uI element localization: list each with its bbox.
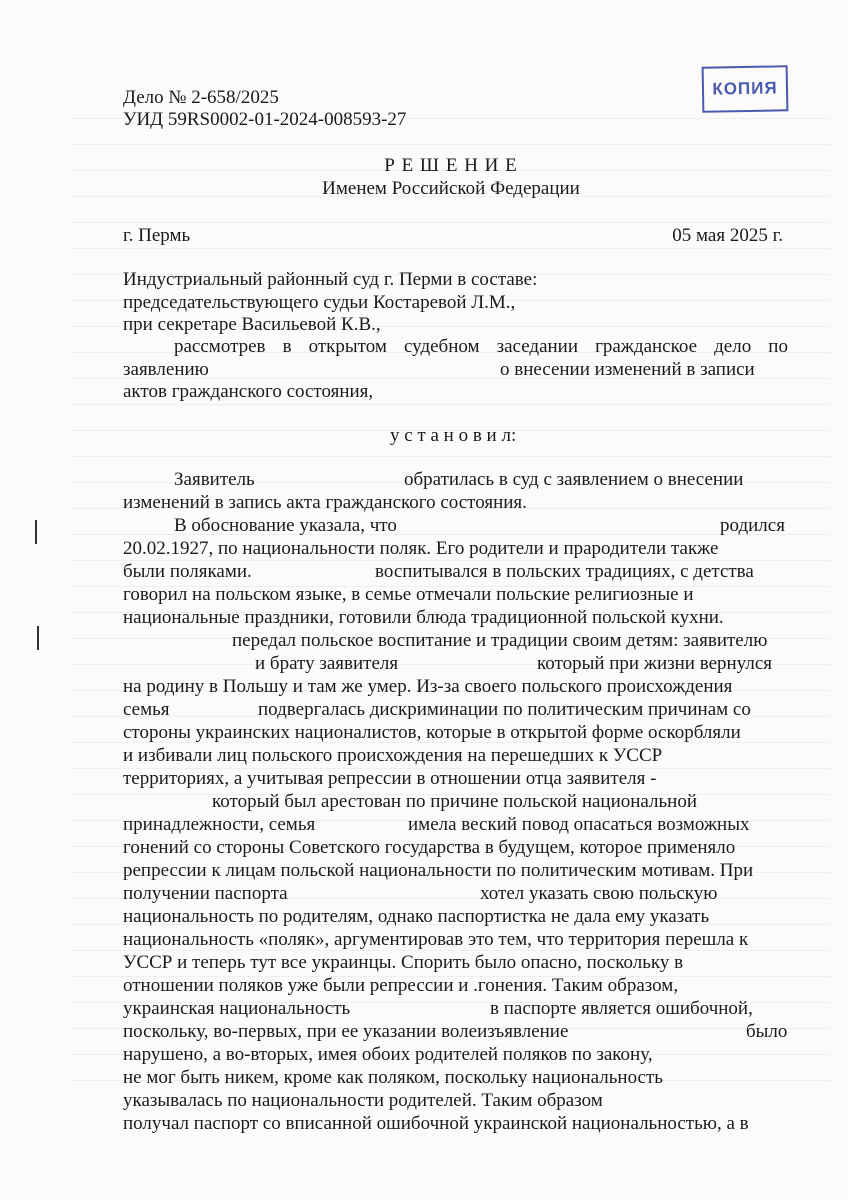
- body-line: репрессии к лицам польской национальности по политическим мотивам. При: [123, 860, 754, 881]
- body-line: Заявитель: [174, 469, 255, 490]
- decision-subheading: Именем Российской Федерации: [322, 178, 580, 199]
- presiding-judge: председательствующего судьи Костаревой Л.М.,: [123, 292, 516, 313]
- body-line: указывалась по национальности родителей. Таким образом: [123, 1090, 603, 1111]
- body-line: который при жизни вернулся: [537, 653, 773, 674]
- word: рассмотрев: [174, 336, 266, 357]
- body-line: нарушено, а во-вторых, имея обоих родителей поляков по закону,: [123, 1044, 653, 1065]
- body-line: В обоснование указала, что: [174, 515, 397, 536]
- considering-line: [174, 335, 788, 358]
- word: дело: [714, 336, 752, 357]
- body-line: национальность «поляк», аргументировав это тем, что территория перешла к: [123, 929, 749, 950]
- word: по: [768, 336, 788, 357]
- body-line: хотел указать свою польскую: [480, 883, 718, 904]
- word: судебном: [403, 336, 480, 357]
- considering-left: заявлению: [123, 359, 209, 380]
- case-uid: УИД 59RS0002-01-2024-008593-27: [123, 109, 407, 130]
- body-line: УССР и теперь тут все украинцы. Спорить было опасно, поскольку в: [123, 952, 684, 973]
- copy-stamp: КОПИЯ: [702, 65, 789, 112]
- body-line: в паспорте является ошибочной,: [490, 998, 753, 1019]
- considering-end: актов гражданского состояния,: [123, 381, 374, 402]
- considering-right: о внесении изменений в записи: [500, 359, 755, 380]
- court-composition: Индустриальный районный суд г. Перми в составе:: [123, 269, 538, 290]
- body-line: воспитывался в польских традициях, с детства: [375, 561, 754, 582]
- body-line: который был арестован по причине польской национальной: [212, 791, 698, 812]
- body-line: украинская национальность: [123, 998, 351, 1019]
- body-line: изменений в запись акта гражданского состояния.: [123, 492, 527, 513]
- body-line: территориях, а учитывая репрессии в отношении отца заявителя -: [123, 768, 657, 789]
- body-line: и брату заявителя: [255, 653, 399, 674]
- body-line: получал паспорт со вписанной ошибочной украинской национальностью, а в: [123, 1113, 749, 1134]
- word: открытом: [308, 336, 387, 357]
- body-line: семья: [123, 699, 170, 720]
- body-line: гонений со стороны Советского государства в будущем, которое применяло: [123, 837, 736, 858]
- body-line: 20.02.1927, по национальности поляк. Его родители и прародители также: [123, 538, 719, 559]
- body-line: принадлежности, семья: [123, 814, 316, 835]
- body-line: стороны украинских националистов, которые в открытой форме оскорбляли: [123, 722, 741, 743]
- body-line: передал польское воспитание и традиции своим детям: заявителю: [232, 630, 768, 651]
- body-line: получении паспорта: [123, 883, 288, 904]
- body-line: говорил на польском языке, в семье отмечали польские религиозные и: [123, 584, 694, 605]
- decision-date: 05 мая 2025 г.: [672, 225, 783, 246]
- body-line: национальность по родителям, однако паспортистка не дала ему указать: [123, 906, 710, 927]
- word: в: [282, 336, 292, 357]
- established-heading: у с т а н о в и л:: [390, 425, 517, 446]
- word: заседании: [496, 336, 578, 357]
- body-line: обратилась в суд с заявлением о внесении: [404, 469, 744, 490]
- body-line: было: [746, 1021, 788, 1042]
- body-line: национальные праздники, готовили блюда традиционной польской кухни.: [123, 607, 724, 628]
- body-line: отношении поляков уже были репрессии и .гонения. Таким образом,: [123, 975, 679, 996]
- body-line: подвергалась дискриминации по политическим причинам со: [258, 699, 751, 720]
- body-line: поскольку, во-первых, при ее указании волеизъявление: [123, 1021, 569, 1042]
- margin-mark: [35, 520, 37, 544]
- court-secretary: при секретаре Васильевой К.В.,: [123, 314, 381, 335]
- body-line: имела веский повод опасаться возможных: [408, 814, 750, 835]
- case-number: Дело № 2-658/2025: [123, 87, 279, 108]
- city: г. Пермь: [123, 225, 191, 246]
- decision-heading: Р Е Ш Е Н И Е: [384, 155, 518, 176]
- word: гражданское: [595, 336, 698, 357]
- body-line: на родину в Польшу и там же умер. Из-за своего польского происхождения: [123, 676, 733, 697]
- body-line: не мог быть никем, кроме как поляком, поскольку национальность: [123, 1067, 663, 1088]
- place-date-row: [123, 224, 783, 247]
- body-line: были поляками.: [123, 561, 252, 582]
- margin-mark: [37, 626, 39, 650]
- body-line: родился: [720, 515, 785, 536]
- body-line: и избивали лиц польского происхождения на перешедших к УССР: [123, 745, 663, 766]
